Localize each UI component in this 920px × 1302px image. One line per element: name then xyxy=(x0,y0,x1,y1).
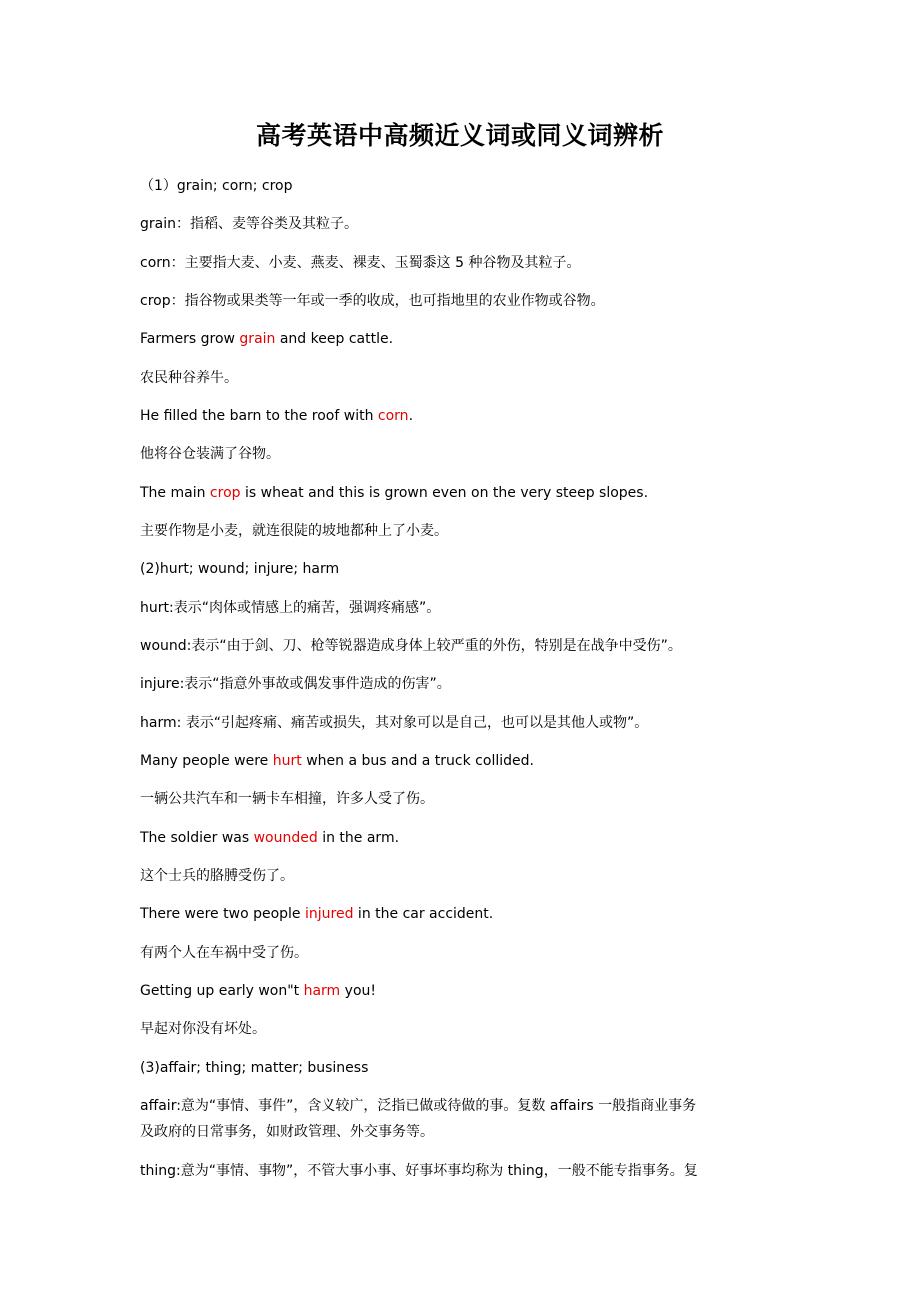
translation: 主要作物是小麦，就连很陡的坡地都种上了小麦。 xyxy=(140,523,448,539)
definition-harm: harm: 表示“引起疼痛、痛苦或损失，其对象可以是自己，也可以是其他人或物”。 xyxy=(140,715,649,731)
example-text: when a bus and a truck collided. xyxy=(301,753,534,769)
example-text: in the arm. xyxy=(317,830,400,846)
keyword-highlight: injured xyxy=(305,906,354,922)
definition-affair: affair:意为“事情、事件”，含义较广，泛指已做或待做的事。复数 affairs 一般指商业事务 xyxy=(140,1098,697,1114)
keyword-highlight: crop xyxy=(209,485,241,501)
example-text: Many people were xyxy=(140,753,273,769)
example-sentence xyxy=(140,480,800,506)
section-heading-1: （1）grain; corn; crop xyxy=(140,178,293,194)
example-text: and keep cattle. xyxy=(275,331,394,347)
definition-wound: wound:表示“由于剑、刀、枪等锐器造成身体上较严重的外伤，特别是在战争中受伤”。 xyxy=(140,638,682,654)
definition-affair-continued: 及政府的日常事务，如财政管理、外交事务等。 xyxy=(140,1124,434,1140)
translation: 农民种谷养牛。 xyxy=(140,370,238,386)
example-text: He filled the barn to the roof with xyxy=(140,408,378,424)
definition-hurt: hurt:表示“肉体或情感上的痛苦，强调疼痛感”。 xyxy=(140,600,441,616)
example-text: Farmers grow xyxy=(140,331,240,347)
example-sentence xyxy=(140,326,800,352)
definition-thing: thing:意为“事情、事物”，不管大事小事、好事坏事均称为 thing，一般不能专指事务。复 xyxy=(140,1163,698,1179)
translation: 一辆公共汽车和一辆卡车相撞，许多人受了伤。 xyxy=(140,791,434,807)
page-title: 高考英语中高频近义词或同义词辨析 xyxy=(255,121,664,150)
example-text: you! xyxy=(340,983,376,999)
example-text: . xyxy=(408,408,414,424)
example-text: Getting up early won"t xyxy=(140,983,304,999)
section-heading-2: (2)hurt; wound; injure; harm xyxy=(140,561,340,577)
example-text: The main xyxy=(140,485,210,501)
example-sentence xyxy=(140,748,800,774)
keyword-highlight: corn xyxy=(377,408,409,424)
definition-grain: grain：指稻、麦等谷类及其粒子。 xyxy=(140,216,358,232)
example-text: There were two people xyxy=(140,906,305,922)
translation: 有两个人在车祸中受了伤。 xyxy=(140,945,308,961)
translation: 早起对你没有坏处。 xyxy=(140,1021,266,1037)
keyword-highlight: hurt xyxy=(272,753,302,769)
example-sentence xyxy=(140,403,800,429)
definition-crop: crop：指谷物或果类等一年或一季的收成，也可指地里的农业作物或谷物。 xyxy=(140,293,605,309)
translation: 他将谷仓装满了谷物。 xyxy=(140,446,280,462)
translation: 这个士兵的胳膊受伤了。 xyxy=(140,868,294,884)
example-sentence xyxy=(140,978,800,1004)
keyword-highlight: wounded xyxy=(253,830,318,846)
keyword-highlight: harm xyxy=(303,983,341,999)
definition-corn: corn：主要指大麦、小麦、燕麦、裸麦、玉蜀黍这 5 种谷物及其粒子。 xyxy=(140,255,581,271)
definition-injure: injure:表示“指意外事故或偶发事件造成的伤害”。 xyxy=(140,676,451,692)
keyword-highlight: grain xyxy=(239,331,276,347)
section-heading-3: (3)affair; thing; matter; business xyxy=(140,1060,369,1076)
example-sentence xyxy=(140,825,800,851)
example-text: in the car accident. xyxy=(353,906,494,922)
example-text: The soldier was xyxy=(140,830,254,846)
example-text: is wheat and this is grown even on the very steep slopes. xyxy=(240,485,649,501)
example-sentence xyxy=(140,901,800,927)
